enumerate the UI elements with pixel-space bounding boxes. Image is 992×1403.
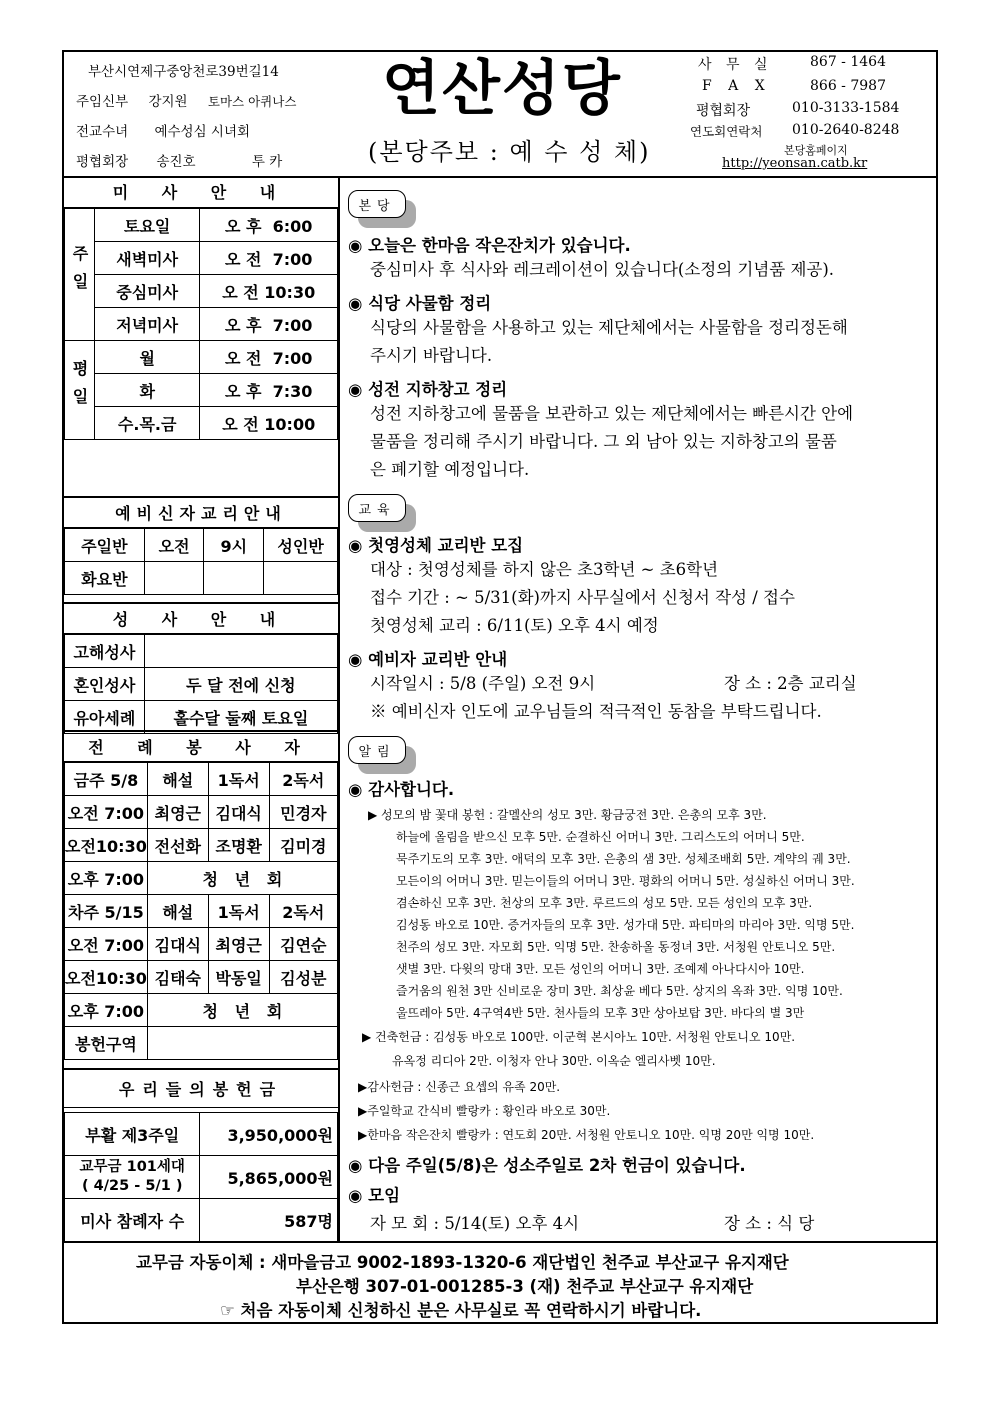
mass-name: 중심미사 (94, 275, 200, 308)
notice-body: 중심미사 후 식사와 레크레이션이 있습니다(소정의 기념품 제공). (370, 260, 835, 279)
flower-offering: 김성동 바오로 10만. 증거자들의 모후 3만. 성가대 5만. 파티마의 마리아 3만. 익명 5만. (396, 918, 855, 932)
offering-label: 교무금 101세대 ( 4/25 - 5/1 ) (65, 1156, 200, 1199)
bulletin-header (64, 52, 936, 178)
server-name: 김대식 (208, 796, 269, 829)
flower-offering: 울뜨레아 5만. 4구역4반 5만. 천사들의 모후 3만 상아보탑 3만. 바다의 별 3만 (396, 1006, 805, 1020)
role-label: 해설 (147, 895, 208, 928)
flower-offering: 겸손하신 모후 3만. 천상의 모후 3만. 루르드의 성모 5만. 모든 성인의 모후 3만. (396, 896, 813, 910)
building-offering: 유옥정 리디아 2만. 이청자 안나 30만. 이옥순 엘리사벳 10만. (392, 1054, 716, 1068)
notice-heading: ◉ 감사합니다. (348, 780, 455, 799)
notice-body: 접수 기간 : ~ 5/31(화)까지 사무실에서 신청서 작성 / 접수 (370, 588, 795, 607)
notice-heading: ◉ 다음 주일(5/8)은 성소주일로 2차 헌금이 있습니다. (348, 1156, 746, 1175)
bulletin-footer (64, 1241, 936, 1324)
offering-section-title: 우리들의봉헌금 (64, 1068, 338, 1108)
mass-time-label: 오전 7:00 (65, 928, 148, 961)
mass-time: 오 후 7:30 (200, 374, 338, 407)
contact-label: 연도회연락처 (690, 124, 763, 139)
notice-heading: ◉ 성전 지하창고 정리 (348, 380, 508, 399)
notice-tag: 알림 (348, 736, 406, 764)
flower-offering: 샛별 3만. 다윗의 망대 3만. 모든 성인의 어머니 3만. 조예제 아나다시아 10만. (396, 962, 805, 976)
week-label: 금주 5/8 (65, 763, 148, 796)
servers-section-title: 전 례 봉 사 자 (64, 730, 338, 762)
server-name: 김대식 (147, 928, 208, 961)
council-head-phone: 010-3133-1584 (792, 100, 900, 116)
server-name: 김성분 (269, 961, 337, 994)
mass-time: 오 후 6:00 (200, 209, 338, 242)
sacrament-name: 고해성사 (65, 635, 145, 668)
mass-time: 오 전 7:00 (200, 341, 338, 374)
flower-offering: 모든이의 어머니 3만. 믿는이들의 어머니 3만. 평화의 어머니 5만. 성실하신 어머니 3만. (396, 874, 855, 888)
education-tag: 교육 (348, 494, 406, 522)
account-note: ☞ 처음 자동이체 신청하신 분은 사무실로 꼭 연락하시기 바랍니다. (220, 1301, 702, 1320)
parish-info (64, 52, 364, 176)
class-time-period: 오전 (144, 529, 204, 562)
council-baptismal: 투 카 (251, 154, 283, 170)
fax-phone: 866 - 7987 (810, 78, 886, 94)
empty-cell (144, 562, 204, 595)
weekday-label: 평일 (65, 341, 95, 440)
pastor-baptismal: 토마스 아퀴나스 (207, 94, 297, 109)
bulletin-title: 연산성당 (382, 54, 622, 124)
empty-cell (264, 562, 338, 595)
contact-phone: 010-2640-8248 (792, 122, 900, 138)
bulletin-page (62, 50, 938, 1324)
notice-body: 은 폐기할 예정입니다. (370, 460, 530, 479)
mass-time-label: 오후 7:00 (65, 862, 148, 895)
offering-label: 부활 제3주일 (65, 1113, 200, 1156)
flower-offering: 천주의 성모 3만. 자모회 5만. 익명 5만. 찬송하올 동정녀 3만. 서청원 안토니오 5만. (396, 940, 836, 954)
role-label: 1독서 (208, 895, 269, 928)
notice-body: 물품을 정리해 주시기 바랍니다. 그 외 남아 있는 지하창고의 물품 (370, 432, 837, 451)
sacrament-section-title: 성 사 안 내 (64, 602, 338, 634)
right-column (340, 176, 936, 1241)
server-name: 최영근 (208, 928, 269, 961)
flower-offering: ▶ 성모의 밤 꽃대 봉헌 : 갈멜산의 성모 3만. 황금궁전 3만. 은총의 모후 3만. (368, 808, 767, 822)
mass-time: 오 전 10:00 (200, 407, 338, 440)
mass-name: 화 (94, 374, 200, 407)
address: 부산시연제구중앙천로39번길14 (88, 64, 279, 80)
class-name: 화요반 (65, 562, 145, 595)
council-label: 평협회장 (76, 154, 129, 170)
class-name: 주일반 (65, 529, 145, 562)
offering-value: 3,950,000원 (200, 1113, 338, 1156)
account-line: 부산은행 307-01-001285-3 (재) 천주교 부산교구 유지재단 (296, 1277, 754, 1296)
week-label: 차주 5/15 (65, 895, 148, 928)
notice-heading: ◉ 모임 (348, 1186, 401, 1205)
council-name: 송진호 (156, 154, 196, 170)
server-group: 청 년 회 (147, 862, 337, 895)
snack-offering: ▶주일학교 간식비 빨랑카 : 황인라 바오로 30만. (358, 1104, 611, 1118)
flower-offering: 즐거움의 원천 3만 신비로운 장미 3만. 최상윤 베다 5만. 상지의 옥좌 3만. 익명 10만. (396, 984, 843, 998)
meeting-info: 자 모 회 : 5/14(토) 오후 4시 (370, 1214, 580, 1233)
mass-name: 월 (94, 341, 200, 374)
server-name: 최영근 (147, 796, 208, 829)
server-name: 김연순 (269, 928, 337, 961)
mass-name: 토요일 (94, 209, 200, 242)
offering-label: 미사 참례자 수 (65, 1199, 200, 1242)
servers-table (64, 762, 338, 1060)
building-offering: ▶ 건축헌금 : 김성동 바오로 100만. 이군혁 본시아노 10만. 서청원 안토니오 10만. (362, 1030, 796, 1044)
server-group: 청 년 회 (147, 994, 337, 1027)
office-label: 사 무 실 (698, 57, 773, 73)
notice-body: 첫영성체 교리 : 6/11(토) 오후 4시 예정 (370, 616, 659, 635)
flower-offering: 하늘에 올림을 받으신 모후 5만. 순결하신 어머니 3만. 그리스도의 어머니 5만. (396, 830, 805, 844)
fax-label: F A X (702, 78, 771, 94)
mass-schedule-table (64, 208, 338, 440)
class-type: 성인반 (264, 529, 338, 562)
class-time: 9시 (204, 529, 264, 562)
mass-name: 새벽미사 (94, 242, 200, 275)
mass-time-label: 오전 7:00 (65, 796, 148, 829)
server-name: 김미경 (269, 829, 337, 862)
pastor-label: 주임신부 (76, 94, 129, 110)
notice-body: ※ 예비신자 인도에 교우님들의 적극적인 동참을 부탁드립니다. (370, 702, 822, 721)
thanks-offering: ▶감사헌금 : 신종근 요셉의 유족 20만. (358, 1080, 561, 1094)
notice-body: 성전 지하창고에 물품을 보관하고 있는 제단체에서는 빠른시간 안에 (370, 404, 854, 423)
mass-time: 오 전 7:00 (200, 242, 338, 275)
role-label: 1독서 (208, 763, 269, 796)
offering-district-label: 봉헌구역 (65, 1027, 148, 1060)
mass-time-label: 오전10:30 (65, 961, 148, 994)
catechumen-section-title: 예비신자교리안내 (64, 496, 338, 528)
mass-section-title: 미 사 안 내 (64, 176, 338, 208)
role-label: 해설 (147, 763, 208, 796)
pastor-name: 강지원 (148, 94, 188, 110)
notice-heading: ◉ 식당 사물함 정리 (348, 294, 492, 313)
notice-body: 대상 : 첫영성체를 하지 않은 초3학년 ~ 초6학년 (370, 560, 719, 579)
sister-label: 전교수녀 (76, 124, 129, 140)
council-head-label: 평협회장 (696, 103, 751, 119)
role-label: 2독서 (269, 763, 337, 796)
flower-offering: 묵주기도의 모후 3만. 애덕의 모후 3만. 은총의 샘 3만. 성체조배회 5만. 계약의 궤 3만. (396, 852, 851, 866)
notice-heading: ◉ 예비자 교리반 안내 (348, 650, 508, 669)
notice-heading: ◉ 첫영성체 교리반 모집 (348, 536, 524, 555)
offering-value: 5,865,000원 (200, 1156, 338, 1199)
office-phone: 867 - 1464 (810, 54, 886, 70)
server-name: 민경자 (269, 796, 337, 829)
server-name: 조명환 (208, 829, 269, 862)
server-name: 김태숙 (147, 961, 208, 994)
sacrament-info (144, 635, 337, 668)
offering-district-value (147, 1027, 337, 1060)
homepage-link[interactable]: http://yeonsan.catb.kr (722, 156, 868, 171)
sacrament-table (64, 634, 338, 734)
sacrament-name: 혼인성사 (65, 668, 145, 701)
offering-value: 587명 (200, 1199, 338, 1242)
mass-time-label: 오후 7:00 (65, 994, 148, 1027)
mass-name: 수.목.금 (94, 407, 200, 440)
mass-name: 저녁미사 (94, 308, 200, 341)
mass-time: 오 후 7:00 (200, 308, 338, 341)
role-label: 2독서 (269, 895, 337, 928)
server-name: 전선화 (147, 829, 208, 862)
mass-time: 오 전 10:30 (200, 275, 338, 308)
notice-place: 장 소 : 2층 교리실 (724, 674, 857, 693)
sacrament-info: 두 달 전에 신청 (144, 668, 337, 701)
left-column (64, 176, 340, 1241)
empty-cell (204, 562, 264, 595)
mass-time-label: 오전10:30 (65, 829, 148, 862)
sacrament-name: 유아세례 (65, 701, 145, 734)
notice-body: 시작일시 : 5/8 (주일) 오전 9시 (370, 674, 596, 693)
feast-offering: ▶한마음 작은잔치 빨랑카 : 연도회 20만. 서청원 안토니오 10만. 익명 20만 익명 10만. (358, 1128, 815, 1142)
meeting-place: 장 소 : 식 당 (724, 1214, 815, 1233)
sunday-label: 주일 (65, 209, 95, 341)
sister-name: 예수성심 시녀회 (154, 124, 251, 140)
notice-body: 식당의 사물함을 사용하고 있는 제단체에서는 사물함을 정리정돈해 (370, 318, 848, 337)
catechumen-table (64, 528, 338, 595)
notice-body: 주시기 바랍니다. (370, 346, 493, 365)
account-line: 교무금 자동이체 : 새마을금고 9002-1893-1320-6 재단법인 천주교 부산교구 유지재단 (136, 1253, 789, 1272)
parish-tag: 본당 (348, 190, 406, 218)
sacrament-info: 홀수달 둘째 토요일 (144, 701, 337, 734)
bulletin-subtitle: (본당주보 : 예 수 성 체) (368, 138, 651, 166)
server-name: 박동일 (208, 961, 269, 994)
offering-table (64, 1112, 338, 1242)
homepage-label: 본당홈페이지 (784, 144, 848, 157)
notice-heading: ◉ 오늘은 한마음 작은잔치가 있습니다. (348, 236, 631, 255)
